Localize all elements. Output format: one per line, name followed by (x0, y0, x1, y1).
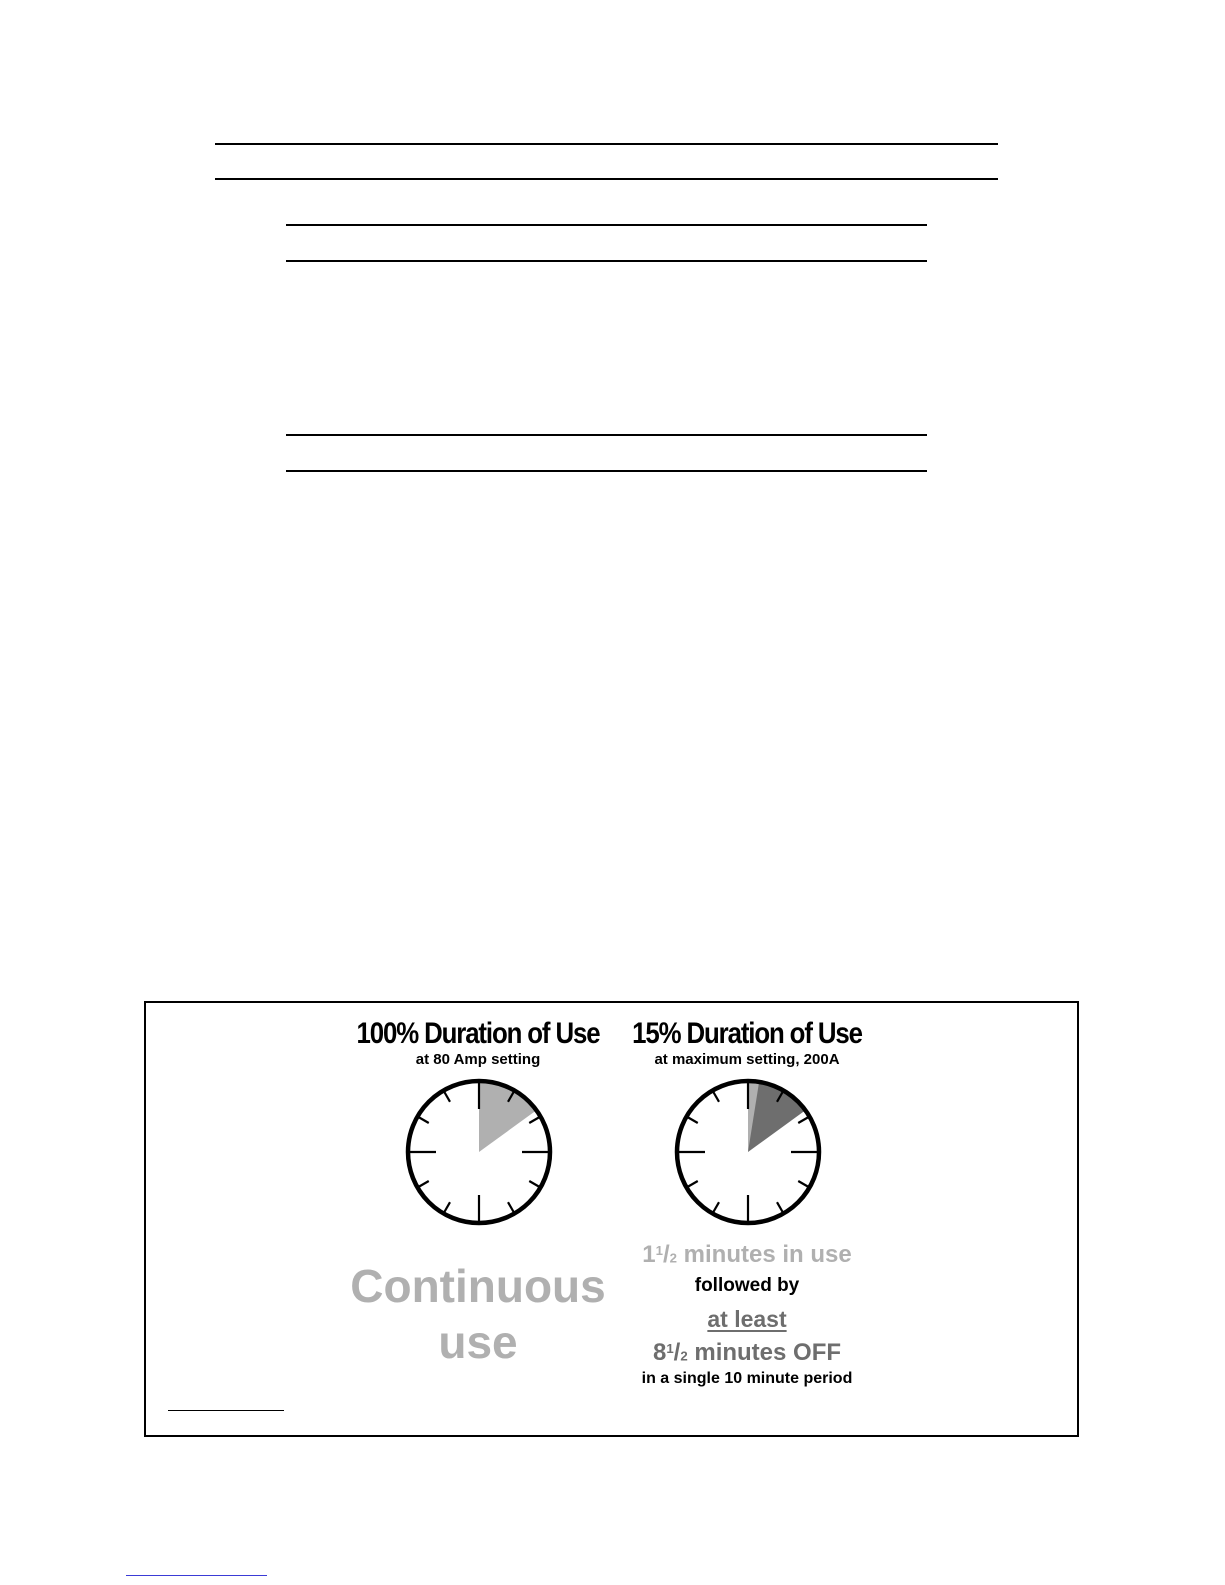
in-use-whole: 1 (642, 1241, 656, 1268)
continuous-use-text (328, 1258, 628, 1370)
continuous-line: Continuous (350, 1260, 606, 1312)
duty-15-subheading: at maximum setting, 200A (654, 1051, 840, 1068)
duty-cycle-box (144, 1001, 1079, 1437)
at-least-label: at least (707, 1306, 787, 1332)
followed-by-text: followed by (694, 1275, 800, 1296)
minutes-in-use-text: $1^1/_2$ minutes in use (642, 1241, 852, 1268)
in-use-numerator: 1 (655, 1242, 663, 1258)
at-least-text (597, 1306, 897, 1333)
off-numerator: 1 (666, 1340, 674, 1356)
duty-15-heading: 15% Duration of Use (632, 1017, 862, 1050)
footnote-rule (168, 1410, 284, 1411)
duty-100-subheading: at 80 Amp setting (415, 1051, 541, 1068)
table-header-rule (215, 178, 998, 180)
off-label: minutes OFF (687, 1339, 842, 1366)
table2-header-rule (286, 260, 927, 262)
footer-link-underline[interactable] (126, 1575, 267, 1576)
table-top-rule (215, 143, 998, 145)
table3-top-rule (286, 434, 927, 436)
off-denominator: 2 (680, 1348, 688, 1364)
off-whole: 8 (652, 1339, 667, 1366)
table3-header-rule (286, 470, 927, 472)
use-line: use (438, 1316, 518, 1368)
minutes-off-text: $8^1/_2$ minutes OFF (652, 1339, 842, 1366)
table2-top-rule (286, 224, 927, 226)
ten-minute-period-text: in a single 10 minute period (641, 1370, 853, 1387)
dial-shaded-sector (479, 1081, 536, 1152)
in-use-label: minutes in use (677, 1241, 852, 1268)
clock-dial-15-icon (673, 1077, 823, 1227)
in-use-denominator: 2 (669, 1250, 677, 1266)
duty-100-heading: 100% Duration of Use (356, 1017, 600, 1050)
clock-dial-100-icon (404, 1077, 554, 1227)
